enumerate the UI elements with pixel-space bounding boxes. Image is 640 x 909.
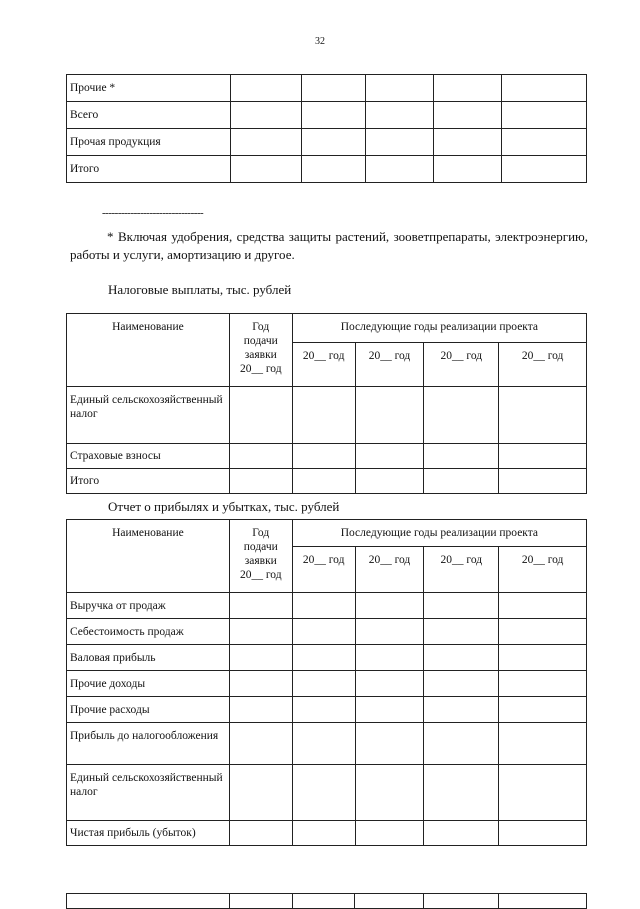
header-name: Наименование [67, 314, 230, 387]
row-label: Итого [67, 156, 231, 183]
footnote-separator: -------------------------------- [102, 207, 204, 219]
row-label: Чистая прибыль (убыток) [67, 821, 230, 846]
row-label: Выручка от продаж [67, 593, 230, 619]
header-following-years: Последующие годы реализации проекта [292, 314, 586, 343]
header-name: Наименование [67, 520, 230, 593]
table-row [67, 444, 587, 469]
tax-table [66, 313, 587, 494]
row-label: Страховые взносы [67, 444, 230, 469]
year-col: 20__ год [355, 343, 424, 387]
next-table-fragment [66, 893, 587, 909]
table-row [67, 75, 587, 102]
table-row [67, 697, 587, 723]
year-col: 20__ год [499, 547, 587, 593]
year-col: 20__ год [355, 547, 424, 593]
table-row [67, 156, 587, 183]
year-col: 20__ год [292, 343, 355, 387]
table-row [67, 671, 587, 697]
page-number: 32 [315, 36, 325, 47]
table-row [67, 593, 587, 619]
year-col: 20__ год [292, 547, 355, 593]
table-row [67, 723, 587, 765]
table-row [67, 387, 587, 444]
row-label: Единый сельскохозяйственный налог [67, 765, 230, 821]
table-row [67, 821, 587, 846]
year-col: 20__ год [424, 343, 499, 387]
table-row [67, 469, 587, 494]
row-label: Прочие * [67, 75, 231, 102]
pl-table-caption: Отчет о прибылях и убытках, тыс. рублей [108, 499, 340, 514]
row-label: Прочие расходы [67, 697, 230, 723]
row-label: Единый сельскохозяйственный налог [67, 387, 230, 444]
row-label: Прочие доходы [67, 671, 230, 697]
pl-table [66, 519, 587, 846]
footnote: * Включая удобрения, средства защиты растений, зооветпрепараты, электроэнергию, работы и услуги, амортизацию и другое. [70, 229, 588, 262]
table-row [67, 102, 587, 129]
table-row [67, 645, 587, 671]
year-col: 20__ год [499, 343, 587, 387]
row-label: Всего [67, 102, 231, 129]
table-row [67, 619, 587, 645]
table-row [67, 765, 587, 821]
header-year: Год подачи заявки 20__ год [229, 520, 292, 593]
year-col: 20__ год [424, 547, 499, 593]
row-label: Итого [67, 469, 230, 494]
top-table [66, 74, 587, 183]
row-label: Прибыль до налогообложения [67, 723, 230, 765]
header-following-years: Последующие годы реализации проекта [292, 520, 586, 547]
row-label: Валовая прибыль [67, 645, 230, 671]
table-row [67, 129, 587, 156]
header-year: Год подачи заявки 20__ год [229, 314, 292, 387]
tax-table-caption: Налоговые выплаты, тыс. рублей [108, 282, 292, 297]
row-label: Себестоимость продаж [67, 619, 230, 645]
row-label: Прочая продукция [67, 129, 231, 156]
